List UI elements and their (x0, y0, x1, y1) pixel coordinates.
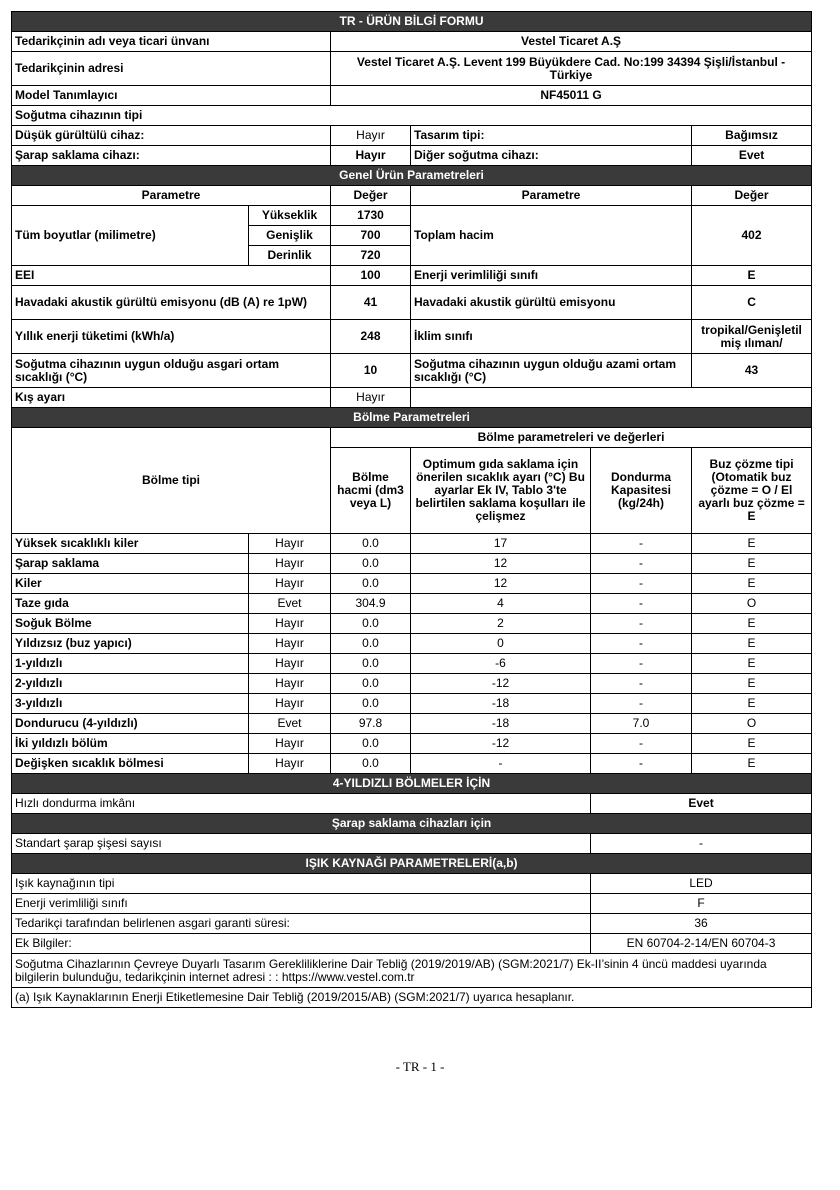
noise-emission-label: Havadaki akustik gürültü emisyonu (dB (A) re 1pW) (12, 286, 331, 320)
low-noise-label: Düşük gürültülü cihaz: (12, 126, 331, 146)
compartment-freeze-capacity: - (591, 634, 692, 654)
compartment-name: 3-yıldızlı (12, 694, 249, 714)
compartment-rows (12, 534, 812, 774)
compartment-temp: 4 (411, 594, 591, 614)
compartment-volume: 97.8 (331, 714, 411, 734)
compartment-volume: 0.0 (331, 674, 411, 694)
compartment-row (12, 574, 812, 594)
compartment-volume: 0.0 (331, 614, 411, 634)
annual-energy-value: 248 (331, 320, 411, 354)
compartment-name: Taze gıda (12, 594, 249, 614)
compartment-defrost-type: E (692, 754, 812, 774)
wine-storage-header: Şarap saklama cihazları için (12, 814, 812, 834)
warranty-label: Tedarikçi tarafından belirlenen asgari garanti süresi: (12, 914, 591, 934)
temp-col-header: Optimum gıda saklama için önerilen sıcaklık ayarı (°C) Bu ayarlar Ek IV, Tablo 3'te belirtilen saklama koşulları ile çelişmez (411, 448, 591, 534)
compartment-row (12, 714, 812, 734)
compartment-present: Hayır (249, 534, 331, 554)
compartment-temp: -12 (411, 734, 591, 754)
model-value: NF45011 G (331, 86, 812, 106)
compartment-name: Dondurucu (4-yıldızlı) (12, 714, 249, 734)
eei-value: 100 (331, 266, 411, 286)
compartment-volume: 0.0 (331, 754, 411, 774)
compartment-name: Yüksek sıcaklıklı kiler (12, 534, 249, 554)
energy-class-label: Enerji verimliliği sınıfı (411, 266, 692, 286)
compartment-temp: 0 (411, 634, 591, 654)
width-label: Genişlik (249, 226, 331, 246)
general-params-header: Genel Ürün Parametreleri (12, 166, 812, 186)
freeze-capacity-col-header: Dondurma Kapasitesi (kg/24h) (591, 448, 692, 534)
compartment-temp: -12 (411, 674, 591, 694)
supplier-name-value: Vestel Ticaret A.Ş (331, 32, 812, 52)
compartment-row (12, 594, 812, 614)
height-label: Yükseklik (249, 206, 331, 226)
compartment-row (12, 694, 812, 714)
compartment-freeze-capacity: - (591, 674, 692, 694)
compartment-name: Şarap saklama (12, 554, 249, 574)
value-col-header: Değer (331, 186, 411, 206)
compartment-temp: 12 (411, 554, 591, 574)
compartment-params-header: Bölme Parametreleri (12, 408, 812, 428)
compartment-freeze-capacity: - (591, 694, 692, 714)
compartment-volume: 0.0 (331, 574, 411, 594)
climate-class-label: İklim sınıfı (411, 320, 692, 354)
compartment-defrost-type: E (692, 654, 812, 674)
extra-info-label: Ek Bilgiler: (12, 934, 591, 954)
low-noise-value: Hayır (331, 126, 411, 146)
compartment-defrost-type: E (692, 694, 812, 714)
noise-class-value: C (692, 286, 812, 320)
max-ambient-temp-label: Soğutma cihazının uygun olduğu azami ortam sıcaklığı (°C) (411, 354, 692, 388)
page-number: - TR - 1 - (395, 1059, 445, 1074)
product-info-sheet (11, 11, 811, 1008)
empty-cell (411, 388, 812, 408)
compartment-name: Kiler (12, 574, 249, 594)
compartment-freeze-capacity: - (591, 534, 692, 554)
compartment-defrost-type: E (692, 674, 812, 694)
dimensions-label: Tüm boyutlar (milimetre) (12, 206, 249, 266)
supplier-address-value: Vestel Ticaret A.Ş. Levent 199 Büyükdere Cad. No:199 34394 Şişli/İstanbul - Türkiye (331, 52, 812, 86)
compartment-volume: 304.9 (331, 594, 411, 614)
other-appliance-value: Evet (692, 146, 812, 166)
light-source-header: IŞIK KAYNAĞI PARAMETRELERİ(a,b) (12, 854, 812, 874)
compartment-row (12, 754, 812, 774)
compartment-temp: -18 (411, 714, 591, 734)
product-info-table (11, 11, 812, 1008)
compartment-volume: 0.0 (331, 534, 411, 554)
light-type-value: LED (591, 874, 812, 894)
compartment-name: Yıldızsız (buz yapıcı) (12, 634, 249, 654)
form-title: TR - ÜRÜN BİLGİ FORMU (12, 12, 812, 32)
compartment-row (12, 614, 812, 634)
wine-appliance-value: Hayır (331, 146, 411, 166)
compartment-temp: -18 (411, 694, 591, 714)
four-star-header: 4-YILDIZLI BÖLMELER İÇİN (12, 774, 812, 794)
compartment-freeze-capacity: - (591, 654, 692, 674)
compartment-freeze-capacity: - (591, 734, 692, 754)
design-type-label: Tasarım tipi: (411, 126, 692, 146)
footnote-a: (a) Işık Kaynaklarının Enerji Etiketlemesine Dair Tebliğ (2019/2015/AB) (SGM:2021/7) uyarıca hesaplanır. (12, 988, 812, 1008)
compartment-volume: 0.0 (331, 634, 411, 654)
volume-col-header: Bölme hacmi (dm3 veya L) (331, 448, 411, 534)
compartment-name: 2-yıldızlı (12, 674, 249, 694)
wine-appliance-label: Şarap saklama cihazı: (12, 146, 331, 166)
noise-emission-value: 41 (331, 286, 411, 320)
compartment-defrost-type: E (692, 614, 812, 634)
compartment-values-header: Bölme parametreleri ve değerleri (331, 428, 812, 448)
compartment-defrost-type: E (692, 534, 812, 554)
compartment-freeze-capacity: - (591, 754, 692, 774)
compartment-type-header: Bölme tipi (12, 428, 331, 534)
annual-energy-label: Yıllık enerji tüketimi (kWh/a) (12, 320, 331, 354)
compartment-present: Hayır (249, 574, 331, 594)
compartment-present: Evet (249, 594, 331, 614)
compartment-row (12, 654, 812, 674)
climate-class-value: tropikal/Genişletil miş ılıman/ (692, 320, 812, 354)
compartment-name: 1-yıldızlı (12, 654, 249, 674)
compartment-present: Evet (249, 714, 331, 734)
compartment-defrost-type: E (692, 554, 812, 574)
compartment-present: Hayır (249, 754, 331, 774)
model-label: Model Tanımlayıcı (12, 86, 331, 106)
supplier-name-label: Tedarikçinin adı veya ticari ünvanı (12, 32, 331, 52)
compartment-row (12, 734, 812, 754)
compartment-freeze-capacity: - (591, 554, 692, 574)
fast-freeze-label: Hızlı dondurma imkânı (12, 794, 591, 814)
compartment-row (12, 634, 812, 654)
width-value: 700 (331, 226, 411, 246)
compartment-present: Hayır (249, 634, 331, 654)
compartment-present: Hayır (249, 614, 331, 634)
compartment-defrost-type: E (692, 634, 812, 654)
compartment-temp: 17 (411, 534, 591, 554)
wine-bottles-label: Standart şarap şişesi sayısı (12, 834, 591, 854)
compartment-present: Hayır (249, 674, 331, 694)
compartment-name: Değişken sıcaklık bölmesi (12, 754, 249, 774)
param-col-header-right: Parametre (411, 186, 692, 206)
compartment-defrost-type: O (692, 714, 812, 734)
depth-label: Derinlik (249, 246, 331, 266)
total-volume-label: Toplam hacim (411, 206, 692, 266)
compartment-temp: 12 (411, 574, 591, 594)
wine-bottles-value: - (591, 834, 812, 854)
compartment-temp: 2 (411, 614, 591, 634)
compartment-present: Hayır (249, 694, 331, 714)
depth-value: 720 (331, 246, 411, 266)
compartment-present: Hayır (249, 554, 331, 574)
compartment-freeze-capacity: - (591, 614, 692, 634)
compartment-name: Soğuk Bölme (12, 614, 249, 634)
compartment-row (12, 554, 812, 574)
total-volume-value: 402 (692, 206, 812, 266)
compartment-present: Hayır (249, 734, 331, 754)
supplier-address-label: Tedarikçinin adresi (12, 52, 331, 86)
compartment-temp: -6 (411, 654, 591, 674)
light-class-label: Enerji verimliliği sınıfı (12, 894, 591, 914)
light-class-value: F (591, 894, 812, 914)
winter-setting-label: Kış ayarı (12, 388, 331, 408)
height-value: 1730 (331, 206, 411, 226)
compartment-freeze-capacity: - (591, 574, 692, 594)
compartment-defrost-type: E (692, 734, 812, 754)
compartment-present: Hayır (249, 654, 331, 674)
energy-class-value: E (692, 266, 812, 286)
min-ambient-temp-value: 10 (331, 354, 411, 388)
warranty-value: 36 (591, 914, 812, 934)
other-appliance-label: Diğer soğutma cihazı: (411, 146, 692, 166)
compartment-name: İki yıldızlı bölüm (12, 734, 249, 754)
winter-setting-value: Hayır (331, 388, 411, 408)
compartment-defrost-type: O (692, 594, 812, 614)
compartment-row (12, 534, 812, 554)
value-col-header-right: Değer (692, 186, 812, 206)
compartment-volume: 0.0 (331, 654, 411, 674)
eei-label: EEI (12, 266, 331, 286)
regulation-note: Soğutma Cihazlarının Çevreye Duyarlı Tasarım Gerekliliklerine Dair Tebliğ (2019/2019/AB) (SGM:2021/7) Ek-II’sinin 4 üncü maddesi uyarında bilgilerin bulunduğu, tedarikçinin internet adresi : : https://www.vestel.com.tr (12, 954, 812, 988)
param-col-header: Parametre (12, 186, 331, 206)
noise-class-label: Havadaki akustik gürültü emisyonu (411, 286, 692, 320)
compartment-defrost-type: E (692, 574, 812, 594)
appliance-type-label: Soğutma cihazının tipi (12, 106, 812, 126)
compartment-row (12, 674, 812, 694)
min-ambient-temp-label: Soğutma cihazının uygun olduğu asgari ortam sıcaklığı (°C) (12, 354, 331, 388)
compartment-temp: - (411, 754, 591, 774)
compartment-volume: 0.0 (331, 554, 411, 574)
compartment-volume: 0.0 (331, 694, 411, 714)
compartment-volume: 0.0 (331, 734, 411, 754)
defrost-col-header: Buz çözme tipi (Otomatik buz çözme = O / El ayarlı buz çözme = E (692, 448, 812, 534)
design-type-value: Bağımsız (692, 126, 812, 146)
compartment-freeze-capacity: 7.0 (591, 714, 692, 734)
max-ambient-temp-value: 43 (692, 354, 812, 388)
extra-info-value: EN 60704-2-14/EN 60704-3 (591, 934, 812, 954)
fast-freeze-value: Evet (591, 794, 812, 814)
light-type-label: Işık kaynağının tipi (12, 874, 591, 894)
compartment-freeze-capacity: - (591, 594, 692, 614)
